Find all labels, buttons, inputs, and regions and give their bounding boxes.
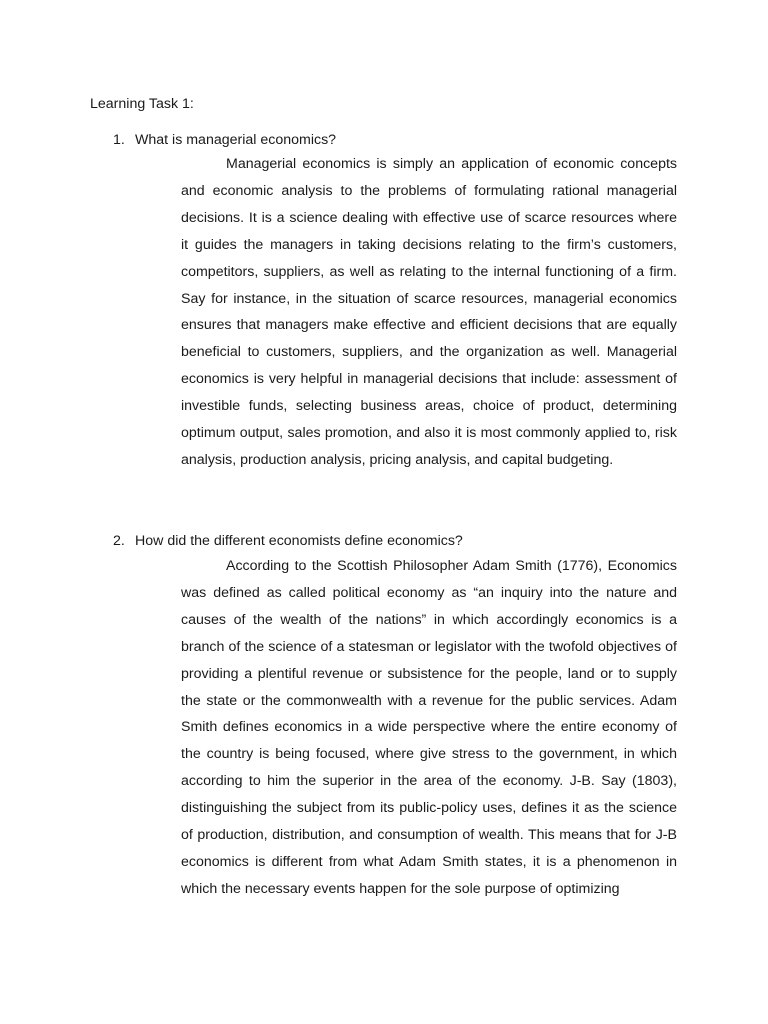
question-2-text: How did the different economists define economics? (135, 533, 463, 549)
question-2-number: 2. (113, 533, 125, 549)
question-1 (113, 130, 336, 150)
question-1-text: What is managerial economics? (135, 132, 337, 148)
answer-2-paragraph: According to the Scottish Philosopher Adam Smith (1776), Economics was defined as called political economy as “an inquiry into the nature and causes of the wealth of the nations” in which accordingly economics is a branch of the science of a statesman or legislator with the twofold objectives of providing a plentiful revenue or subsistence for the people, land or to supply the state or the commonwealth with a revenue for the public services. Adam Smith defines economics in a wide perspective where the entire economy of the country is being focused, where give stress to the government, in which according to him the superior in the area of the economy. J-B. Say (1803), distinguishing the subject from its public-policy uses, defines it as the science of production, distribution, and consumption of wealth. This means that for J-B economics is different from what Adam Smith states, it is a phenomenon in which the necessary events happen for the sole purpose of optimizing (181, 558, 677, 897)
question-2 (113, 531, 463, 551)
task-heading: Learning Task 1: (90, 96, 194, 112)
answer-1-paragraph: Managerial economics is simply an application of economic concepts and economic analysis to the problems of formulating rational managerial decisions. It is a science dealing with effective use of scarce resources where it guides the managers in taking decisions relating to the firm’s customers, competitors, suppliers, as well as relating to the internal functioning of a firm. Say for instance, in the situation of scarce resources, managerial economics ensures that managers make effective and efficient decisions that are equally beneficial to customers, suppliers, and the organization as well. Managerial economics is very helpful in managerial decisions that include: assessment of investible funds, selecting business areas, choice of product, determining optimum output, sales promotion, and also it is most commonly applied to, risk analysis, production analysis, pricing analysis, and capital budgeting. (181, 156, 677, 468)
question-1-number: 1. (113, 132, 125, 148)
